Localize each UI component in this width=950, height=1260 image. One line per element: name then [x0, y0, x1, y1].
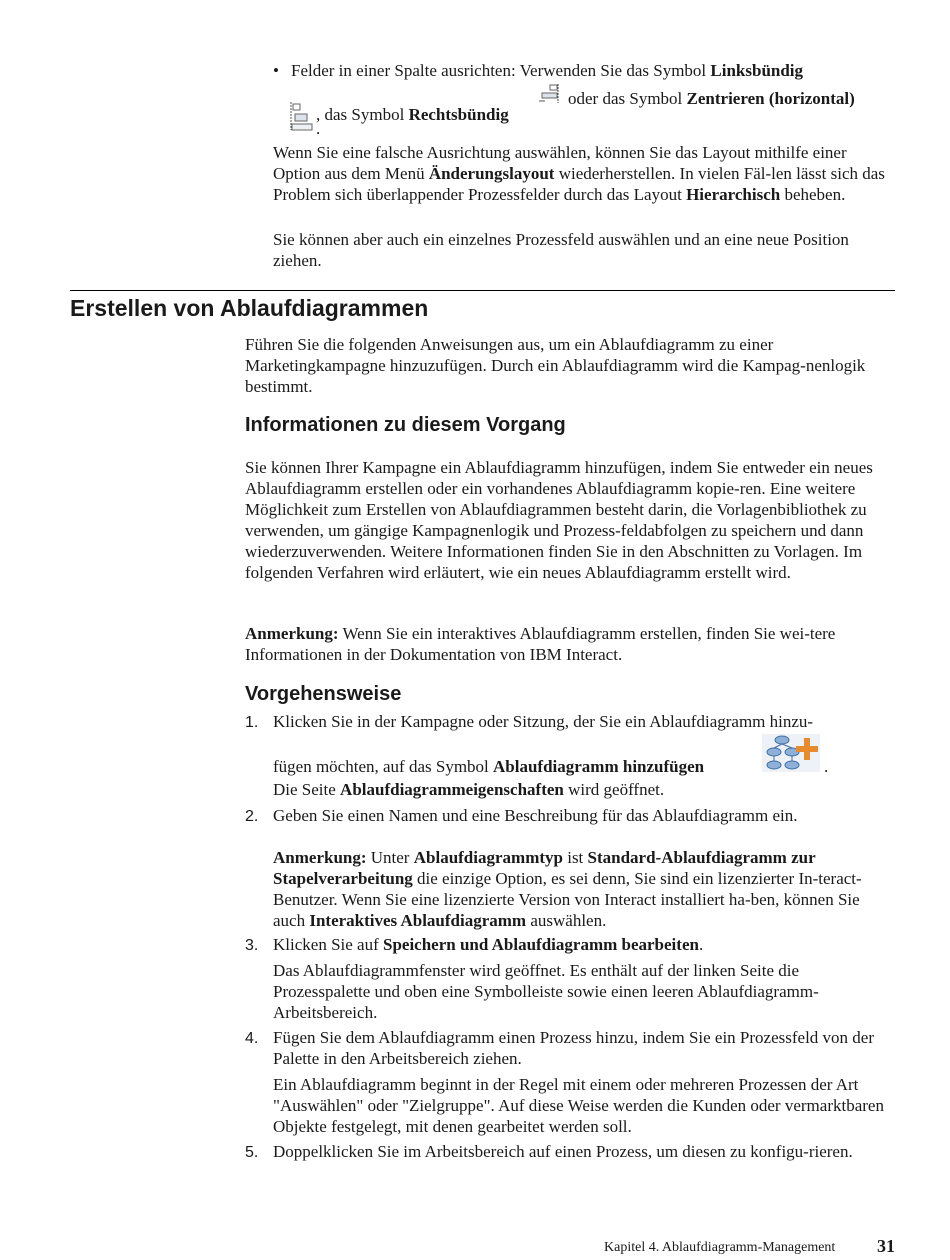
step-number: 1.	[245, 714, 259, 731]
align-right-icon	[537, 84, 559, 104]
bold-term: Ablaufdiagrammtyp	[413, 848, 563, 867]
subsection-title-about: Informationen zu diesem Vorgang	[245, 414, 566, 436]
step-number: 4.	[245, 1030, 259, 1047]
bullet-line-2a: , das Symbol Rechtsbündig	[316, 105, 509, 124]
bold-term: Standard-Ablaufdiagramm zur Stapelverarbeitung	[273, 848, 816, 888]
step-3-detail: Das Ablaufdiagrammfenster wird geöffnet. Es enthält auf der linken Seite die Prozesspalette und oben eine Symbolleiste sowie einen leeren Ablaufdiagramm-Arbeitsbereich.	[273, 961, 819, 1022]
section-divider	[70, 290, 895, 291]
align-left-icon	[289, 102, 315, 132]
step-1-line-1: Klicken Sie in der Kampagne oder Sitzung, der Sie ein Ablaufdiagramm hinzu-	[273, 712, 814, 731]
bold-term: Rechtsbündig	[408, 105, 509, 124]
step-2-line-1: Geben Sie einen Namen und eine Beschreibung für das Ablaufdiagramm ein.	[273, 806, 798, 825]
step-4-detail: Ein Ablaufdiagramm beginnt in der Regel mit einem oder mehreren Prozessen der Art "Auswählen" oder "Zielgruppe". Auf diese Weise werden die Kunden oder vermarktbaren Objekte festgelegt, mit denen gearbeitet werden soll.	[273, 1075, 884, 1136]
bullet-line-1: Felder in einer Spalte ausrichten: Verwenden Sie das Symbol Linksbündig	[291, 61, 804, 80]
page-number: 31	[877, 1236, 895, 1256]
section-intro: Führen Sie die folgenden Anweisungen aus, um ein Ablaufdiagramm zu einer Marketingkampagne hinzuzufügen. Durch ein Ablaufdiagramm wird die Kampag-nenlogik bestimmt.	[245, 335, 866, 396]
step-number: 3.	[245, 937, 259, 954]
step-1-line-2: fügen möchten, auf das Symbol Ablaufdiagramm hinzufügen	[273, 757, 705, 776]
step-number: 5.	[245, 1144, 259, 1161]
add-flowchart-icon	[762, 734, 820, 772]
bold-term: Hierarchisch	[686, 185, 781, 204]
bold-term: Speichern und Ablaufdiagramm bearbeiten	[383, 935, 699, 954]
about-paragraph: Sie können Ihrer Kampagne ein Ablaufdiagramm hinzufügen, indem Sie entweder ein neues Ablaufdiagramm erstellen oder ein vorhandenes Ablaufdiagramm kopie-ren. Eine weitere Möglichkeit zum Erstellen von Ablaufdiagrammen besteht darin, die Vorlagenbibliothek zu verwenden, um gängige Kampagnenlogik und Prozess-feldabfolgen zu speichern und dann wiederzuverwenden. Weitere Informationen finden Sie in den Abschnitten zu Vorlagen. Im folgenden Verfahren wird erläutert, wie ein neues Ablaufdiagramm erstellt wird.	[245, 458, 873, 582]
bullet-line-3: .	[316, 119, 321, 138]
bullet-dot: •	[273, 61, 279, 80]
step-5-line-1: Doppelklicken Sie im Arbeitsbereich auf einen Prozess, um diesen zu konfigu-rieren.	[273, 1142, 853, 1161]
bold-term: Änderungslayout	[428, 164, 555, 183]
footer-chapter: Kapitel 4. Ablaufdiagramm-Management	[604, 1240, 836, 1255]
subsection-title-procedure: Vorgehensweise	[245, 683, 402, 705]
step-1-period: .	[824, 757, 829, 776]
bold-term: Zentrieren (horizontal)	[686, 89, 855, 108]
step-4-line-1: Fügen Sie dem Ablaufdiagramm einen Prozess hinzu, indem Sie ein Prozessfeld von der Palette in den Arbeitsbereich ziehen.	[273, 1028, 875, 1068]
note-label: Anmerkung:	[273, 848, 367, 867]
bold-term: Interaktives Ablaufdiagramm	[309, 911, 527, 930]
section-title: Erstellen von Ablaufdiagrammen	[70, 295, 429, 321]
bold-term: Ablaufdiagrammeigenschaften	[340, 780, 564, 799]
paragraph-move-box: Sie können aber auch ein einzelnes Prozessfeld auswählen und an eine neue Position ziehen.	[273, 230, 849, 270]
step-3-line-1: Klicken Sie auf Speichern und Ablaufdiagramm bearbeiten.	[273, 935, 704, 954]
step-1-line-3: Die Seite Ablaufdiagrammeigenschaften wird geöffnet.	[273, 780, 665, 799]
step-2-note: Anmerkung: Unter Ablaufdiagrammtyp ist Standard-Ablaufdiagramm zur Stapelverarbeitung die einzige Option, es sei denn, Sie sind ein lizenzierter In-teract-Benutzer. Wenn Sie eine lizenzierte Version von Interact installiert ha-ben, können Sie auch Interaktives Ablaufdiagramm auswählen.	[273, 848, 862, 930]
bullet-line-2b: oder das Symbol Zentrieren (horizontal)	[568, 89, 855, 108]
note-interact: Anmerkung: Wenn Sie ein interaktives Ablaufdiagramm erstellen, finden Sie wei-tere Informationen in der Dokumentation von IBM Interact.	[245, 624, 836, 664]
step-number: 2.	[245, 808, 259, 825]
paragraph-layout-fix: Wenn Sie eine falsche Ausrichtung auswählen, können Sie das Layout mithilfe einer Option aus dem Menü Änderungslayout wiederherstellen. In vielen Fäl-len lässt sich das Problem sich überlappender Prozessfelder durch das Layout Hierarchisch beheben.	[273, 143, 885, 204]
note-label: Anmerkung:	[245, 624, 339, 643]
bold-term: Linksbündig	[710, 61, 804, 80]
bold-term: Ablaufdiagramm hinzufügen	[493, 757, 705, 776]
